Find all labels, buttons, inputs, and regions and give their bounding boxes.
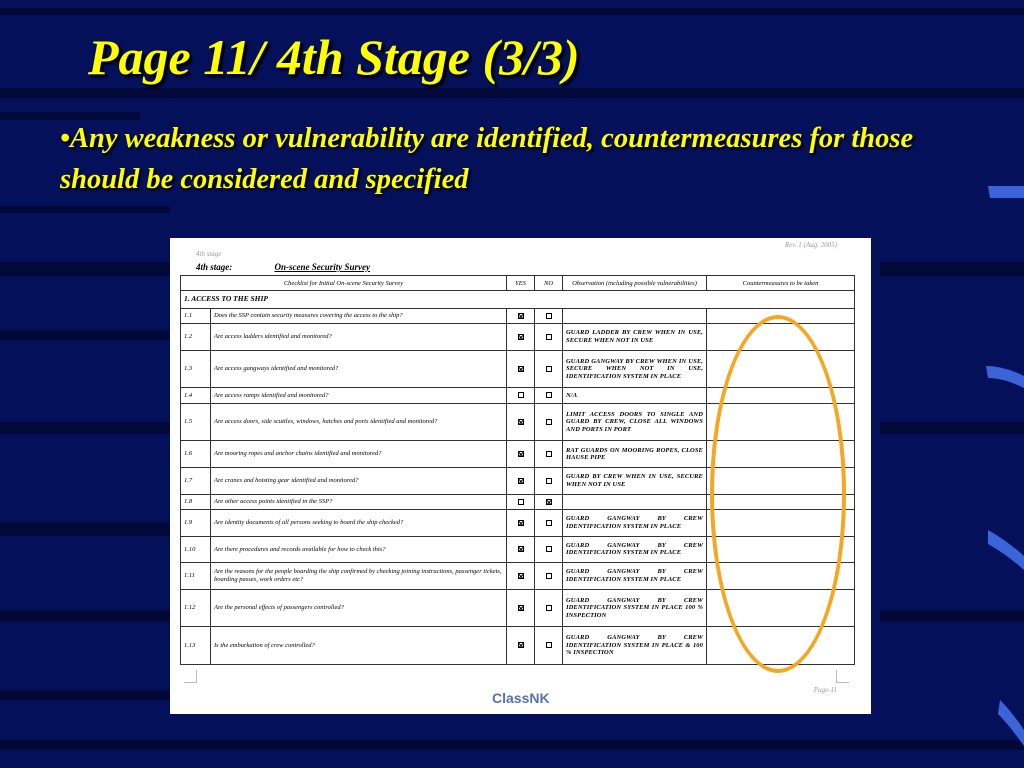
row-question: Are access ladders identified and monitored? [211,324,507,351]
row-no-cell [535,441,563,468]
row-observation [563,308,707,323]
row-no-cell [535,589,563,627]
header-observation: Observation (including possible vulnerabilities) [563,276,707,291]
row-countermeasure [707,324,855,351]
row-number: 1.7 [181,467,211,494]
unchecked-checkbox-icon [546,366,552,372]
row-countermeasure [707,441,855,468]
checked-checkbox-icon [518,546,524,552]
row-no-cell [535,536,563,563]
table-row [181,467,855,494]
table-row [181,589,855,627]
crop-mark [184,670,197,683]
row-countermeasure [707,494,855,509]
unchecked-checkbox-icon [546,478,552,484]
header-yes: YES [507,276,535,291]
row-yes-cell [507,627,535,665]
survey-title: On-scene Security Survey [274,262,371,272]
row-number: 1.11 [181,563,211,590]
checked-checkbox-icon [518,642,524,648]
row-yes-cell [507,403,535,441]
header-checklist: Checklist for Initial On-scene Security Survey [181,276,507,291]
row-number: 1.12 [181,589,211,627]
row-countermeasure [707,308,855,323]
row-observation: GUARD GANGWAY BY CREW IDENTIFICATION SYSTEM IN PLACE [563,536,707,563]
row-number: 1.5 [181,403,211,441]
checked-checkbox-icon [546,499,552,505]
header-countermeasures: Countermeasures to be taken [707,276,855,291]
row-observation: GUARD GANGWAY BY CREW IDENTIFICATION SYSTEM IN PLACE [563,510,707,537]
row-question: Are there procedures and records available for how to check this? [211,536,507,563]
unchecked-checkbox-icon [518,392,524,398]
row-no-cell [535,324,563,351]
row-countermeasure [707,510,855,537]
row-observation: GUARD GANGWAY BY CREW WHEN IN USE, SECURE WHEN NOT IN USE, IDENTIFICATION SYSTEM IN PLACE [563,350,707,388]
checked-checkbox-icon [518,520,524,526]
row-countermeasure [707,350,855,388]
row-question: Are other access points identified in the SSP? [211,494,507,509]
row-countermeasure [707,388,855,403]
row-question: Does the SSP contain security measures covering the access to the ship? [211,308,507,323]
stage-heading [196,262,370,272]
row-yes-cell [507,350,535,388]
stage-label: 4th stage: [196,262,233,272]
table-row [181,536,855,563]
unchecked-checkbox-icon [546,392,552,398]
table-row [181,403,855,441]
table-row [181,324,855,351]
checked-checkbox-icon [518,451,524,457]
checked-checkbox-icon [518,313,524,319]
row-yes-cell [507,536,535,563]
unchecked-checkbox-icon [546,334,552,340]
row-observation [563,494,707,509]
row-number: 1.13 [181,627,211,665]
row-no-cell [535,494,563,509]
checked-checkbox-icon [518,573,524,579]
table-row [181,494,855,509]
stage-small-text: 4th stage [196,250,222,258]
row-yes-cell [507,441,535,468]
row-number: 1.6 [181,441,211,468]
checked-checkbox-icon [518,419,524,425]
unchecked-checkbox-icon [546,642,552,648]
unchecked-checkbox-icon [546,546,552,552]
checklist-rows [181,308,855,664]
row-yes-cell [507,388,535,403]
table-row [181,308,855,323]
row-no-cell [535,510,563,537]
table-row [181,350,855,388]
unchecked-checkbox-icon [546,313,552,319]
checked-checkbox-icon [518,334,524,340]
slide-bullet-text: •Any weakness or vulnerability are identified, countermeasures for those should be considered and specified [60,123,914,195]
row-observation: N/A [563,388,707,403]
row-no-cell [535,403,563,441]
row-number: 1.9 [181,510,211,537]
classnk-logo: ClassNK [492,690,550,706]
row-no-cell [535,388,563,403]
row-no-cell [535,350,563,388]
checklist-table [180,275,855,665]
row-yes-cell [507,308,535,323]
row-number: 1.1 [181,308,211,323]
table-row [181,510,855,537]
row-question: Are cranes and hoisting gear identified and monitored? [211,467,507,494]
row-observation: LIMIT ACCESS DOORS TO SINGLE AND GUARD BY CREW, CLOSE ALL WINDOWS AND PORTS IN PORT [563,403,707,441]
row-observation: GUARD GANGWAY BY CREW IDENTIFICATION SYSTEM IN PLACE [563,563,707,590]
row-countermeasure [707,589,855,627]
row-yes-cell [507,324,535,351]
section-row [181,291,855,308]
row-number: 1.2 [181,324,211,351]
row-number: 1.4 [181,388,211,403]
crop-mark [836,670,849,683]
row-question: Are access doors, side scuttles, windows, hatches and ports identified and monitored? [211,403,507,441]
row-question: Are access ramps identified and monitored? [211,388,507,403]
row-no-cell [535,467,563,494]
row-countermeasure [707,563,855,590]
row-observation: GUARD LADDER BY CREW WHEN IN USE, SECURE WHEN NOT IN USE [563,324,707,351]
row-question: Are identity documents of all persons seeking to board the ship checked? [211,510,507,537]
table-row [181,563,855,590]
row-number: 1.10 [181,536,211,563]
unchecked-checkbox-icon [546,573,552,579]
checked-checkbox-icon [518,605,524,611]
unchecked-checkbox-icon [546,520,552,526]
row-countermeasure [707,627,855,665]
unchecked-checkbox-icon [546,451,552,457]
table-header-row [181,276,855,291]
row-observation: GUARD BY CREW WHEN IN USE, SECURE WHEN NOT IN USE [563,467,707,494]
checked-checkbox-icon [518,478,524,484]
unchecked-checkbox-icon [546,605,552,611]
row-yes-cell [507,467,535,494]
row-yes-cell [507,589,535,627]
row-observation: RAT GUARDS ON MOORING ROPES, CLOSE HAUSE PIPE [563,441,707,468]
row-no-cell [535,627,563,665]
row-yes-cell [507,494,535,509]
row-yes-cell [507,563,535,590]
row-no-cell [535,308,563,323]
slide-title: Page 11/ 4th Stage (3/3) [88,29,580,85]
row-question: Are the reasons for the people boarding the ship confirmed by checking joining instructions, passenger tickets, boarding passes, work orders etc? [211,563,507,590]
table-row [181,627,855,665]
table-row [181,388,855,403]
page-footer: Page-11 [813,686,837,694]
checked-checkbox-icon [518,366,524,372]
checklist-document-image [170,238,871,714]
table-row [181,441,855,468]
row-question: Is the embarkation of crew controlled? [211,627,507,665]
row-question: Are mooring ropes and anchor chains identified and monitored? [211,441,507,468]
row-question: Are access gangways identified and monitored? [211,350,507,388]
row-observation: GUARD GANGWAY BY CREW IDENTIFICATION SYSTEM IN PLACE & 100 % INSPECTION [563,627,707,665]
row-question: Are the personal effects of passengers controlled? [211,589,507,627]
row-number: 1.8 [181,494,211,509]
row-countermeasure [707,536,855,563]
unchecked-checkbox-icon [518,499,524,505]
revision-text: Rev. 1 (Aug. 2005) [784,241,837,249]
section-title: 1. ACCESS TO THE SHIP [181,291,855,308]
row-countermeasure [707,467,855,494]
row-observation: GUARD GANGWAY BY CREW IDENTIFICATION SYSTEM IN PLACE 100 % INSPECTION [563,589,707,627]
row-number: 1.3 [181,350,211,388]
row-yes-cell [507,510,535,537]
row-countermeasure [707,403,855,441]
unchecked-checkbox-icon [546,419,552,425]
header-no: NO [535,276,563,291]
row-no-cell [535,563,563,590]
